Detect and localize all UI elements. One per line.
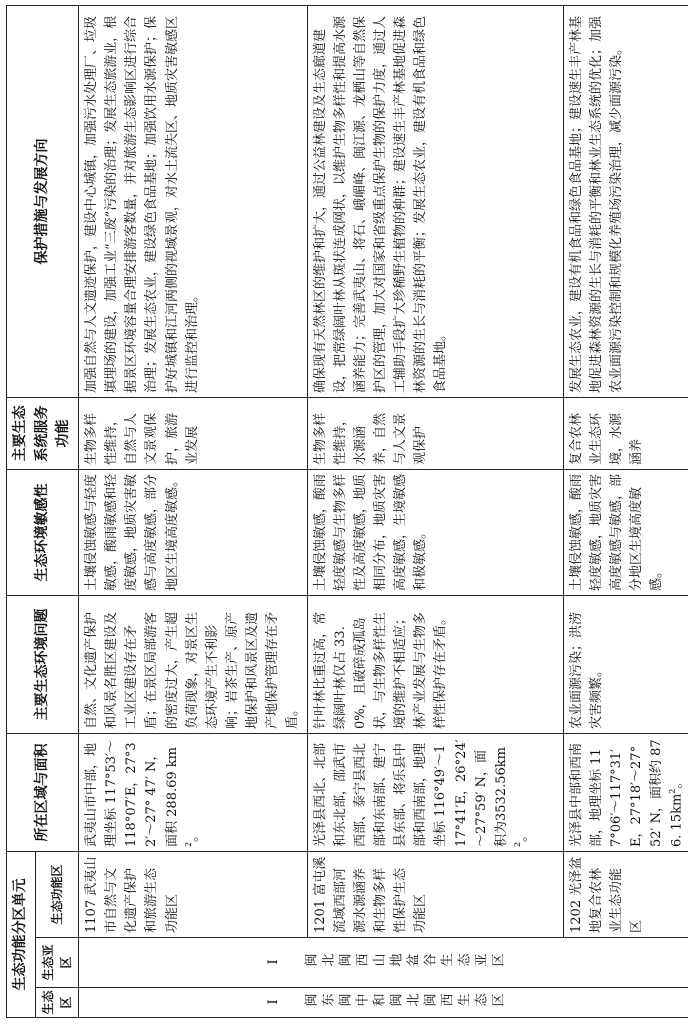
zone-cell: 1107 武夷山市自然与文化遗产保护和旅游生态功能区 [79, 851, 308, 937]
area-unit-sup: 2 [668, 788, 678, 794]
header-sensitivity: 生态环境敏感性 [7, 469, 79, 595]
measures-cell: 发展生态农业，建设有机食品和绿色食品基地；建设速生丰产林基地促进森林资源的生长与消耗的平衡和林业生态系统的优化；加强农业面源污染控制和规模化养殖场污染治理，减少面源污染。 [563, 5, 688, 397]
location-text: 光泽县中部和西南部，地理坐标 117°06′～117°31′E，27°18′～27° 52′ N，面积约 876. 15km [568, 739, 685, 847]
location-cell [307, 733, 563, 851]
zone-cell: 1202 光泽盆地复合农林业生态功能区 [563, 851, 688, 937]
services-cell: 生物多样性维持，自然与人文景观保护，旅游业发展 [79, 397, 308, 469]
header-measures: 保护措施与发展方向 [7, 5, 79, 397]
problems-cell: 农业面源污染；洪涝灾害频繁。 [563, 595, 688, 733]
table-row [307, 5, 563, 1017]
location-text: 武夷山市中部，地理坐标 117°53′～118°07′E，27°32′～27° 47′ N，面积 288.69 km [84, 740, 180, 847]
location-text: 光泽县西北、北部和东北部，邵武市西部、泰宁县西北部和东南部、建宁县东部、将乐县中部和西南部，地理坐标 116°49′～117°41′E，26°24′～27°59′ N，面积为3532.56km [312, 739, 509, 847]
services-cell: 生物多样性维持，水源涵养，自然与人文景观保护 [307, 397, 563, 469]
header-function-zone: 生态功能区 [36, 851, 79, 937]
zone-cell: 1201 富屯溪流域西部河源水源涵养和生物多样性保护生态功能区 [307, 851, 563, 937]
sensitivity-cell: 土壤侵蚀敏感，酸雨轻度敏感，地质灾害高度敏感与敏感，部分地区生境高度敏感。 [563, 469, 688, 595]
area-unit-sup: 2 [513, 841, 523, 847]
sensitivity-cell: 土壤侵蚀敏感，酸雨轻度敏感与生物多样性及高度敏感，地质相同分布，地质灾害高度敏感，生境敏感和极敏感。 [307, 469, 563, 595]
location-tail: 。 [514, 828, 530, 842]
location-cell [563, 733, 688, 851]
region-cell [79, 988, 688, 1018]
services-cell: 复合农林业生态环境，水源涵养 [563, 397, 688, 469]
subregion-name: I 闽北闽西山地盆谷生态亚区 [265, 954, 508, 970]
region-name: I 闽东闽中和闽北闽西生态区 [265, 994, 508, 1010]
location-cell [79, 733, 308, 851]
header-problems: 主要生态环境问题 [7, 595, 79, 733]
sensitivity-cell: 土壤侵蚀敏感与轻度敏感，酸雨敏感和轻度敏感，地质灾害敏感与高度敏感，部分地区生境高度敏感。 [79, 469, 308, 595]
subregion-cell [79, 938, 688, 988]
problems-cell: 针叶林比重过高，常绿阔叶林仅占 33.0%，且破碎成孤岛状，与生物多样性生境的维护不相适应；林产业发展与生物多样性保护存在矛盾。 [307, 595, 563, 733]
header-unit: 生态功能分区单元 [7, 851, 36, 1017]
header-subregion: 生态亚区 [36, 938, 79, 988]
location-tail: 。 [185, 828, 201, 842]
header-services: 主要生态系统服务功能 [7, 397, 79, 469]
problems-cell: 自然、文化遗产保护和风景名胜区建设及工业区建设存在矛盾；在景区局部游客的密度过大，产生超负荷现象，对景区生态环境产生不利影响；岩茶生产、原产地保护和风景区及遗产地保护管理存在矛盾。 [79, 595, 308, 733]
header-row-1 [7, 5, 36, 1017]
area-unit-sup: 2 [183, 841, 193, 847]
measures-cell: 确保现有天然林区的维护和扩大，通过公益林建设及生态廊道建设，把常绿阔叶林从斑状连成网状，以维护生物多样性和提高水源涵养能力；完善武夷山、将石、峨嵋峰、闽江源、龙栖山等自然保护区的管理，加大对国家和省级重点保护生物的保护力度，通过人工辅助手段扩大珍稀野生植物的种群；建设速生丰产林基地促进森林资源的生长与消耗的平衡；发展生态农业，建设有机食品和绿色食品基地。 [307, 5, 563, 397]
eco-function-table [6, 5, 688, 1018]
table-row [563, 5, 688, 1017]
header-location: 所在区域与面积 [7, 733, 79, 851]
table-row [79, 5, 308, 1017]
location-tail: 。 [669, 775, 685, 789]
measures-cell: 加强自然与人文遗迹保护，建设中心城镇，加强污水处理厂、垃圾填埋场的建设，加强工业“三废”污染的治理；发展生态旅游业，根据景区环境容量合理安排游客数量，并对旅游生态影响区进行综合治理；发展生态农业，建设绿色食品基地；加强饮用水源保护；保护好城镇和江河两侧的视域景观，对水土流失区、地质灾害敏感区进行监控和治理。 [79, 5, 308, 397]
header-region: 生态区 [36, 988, 79, 1018]
